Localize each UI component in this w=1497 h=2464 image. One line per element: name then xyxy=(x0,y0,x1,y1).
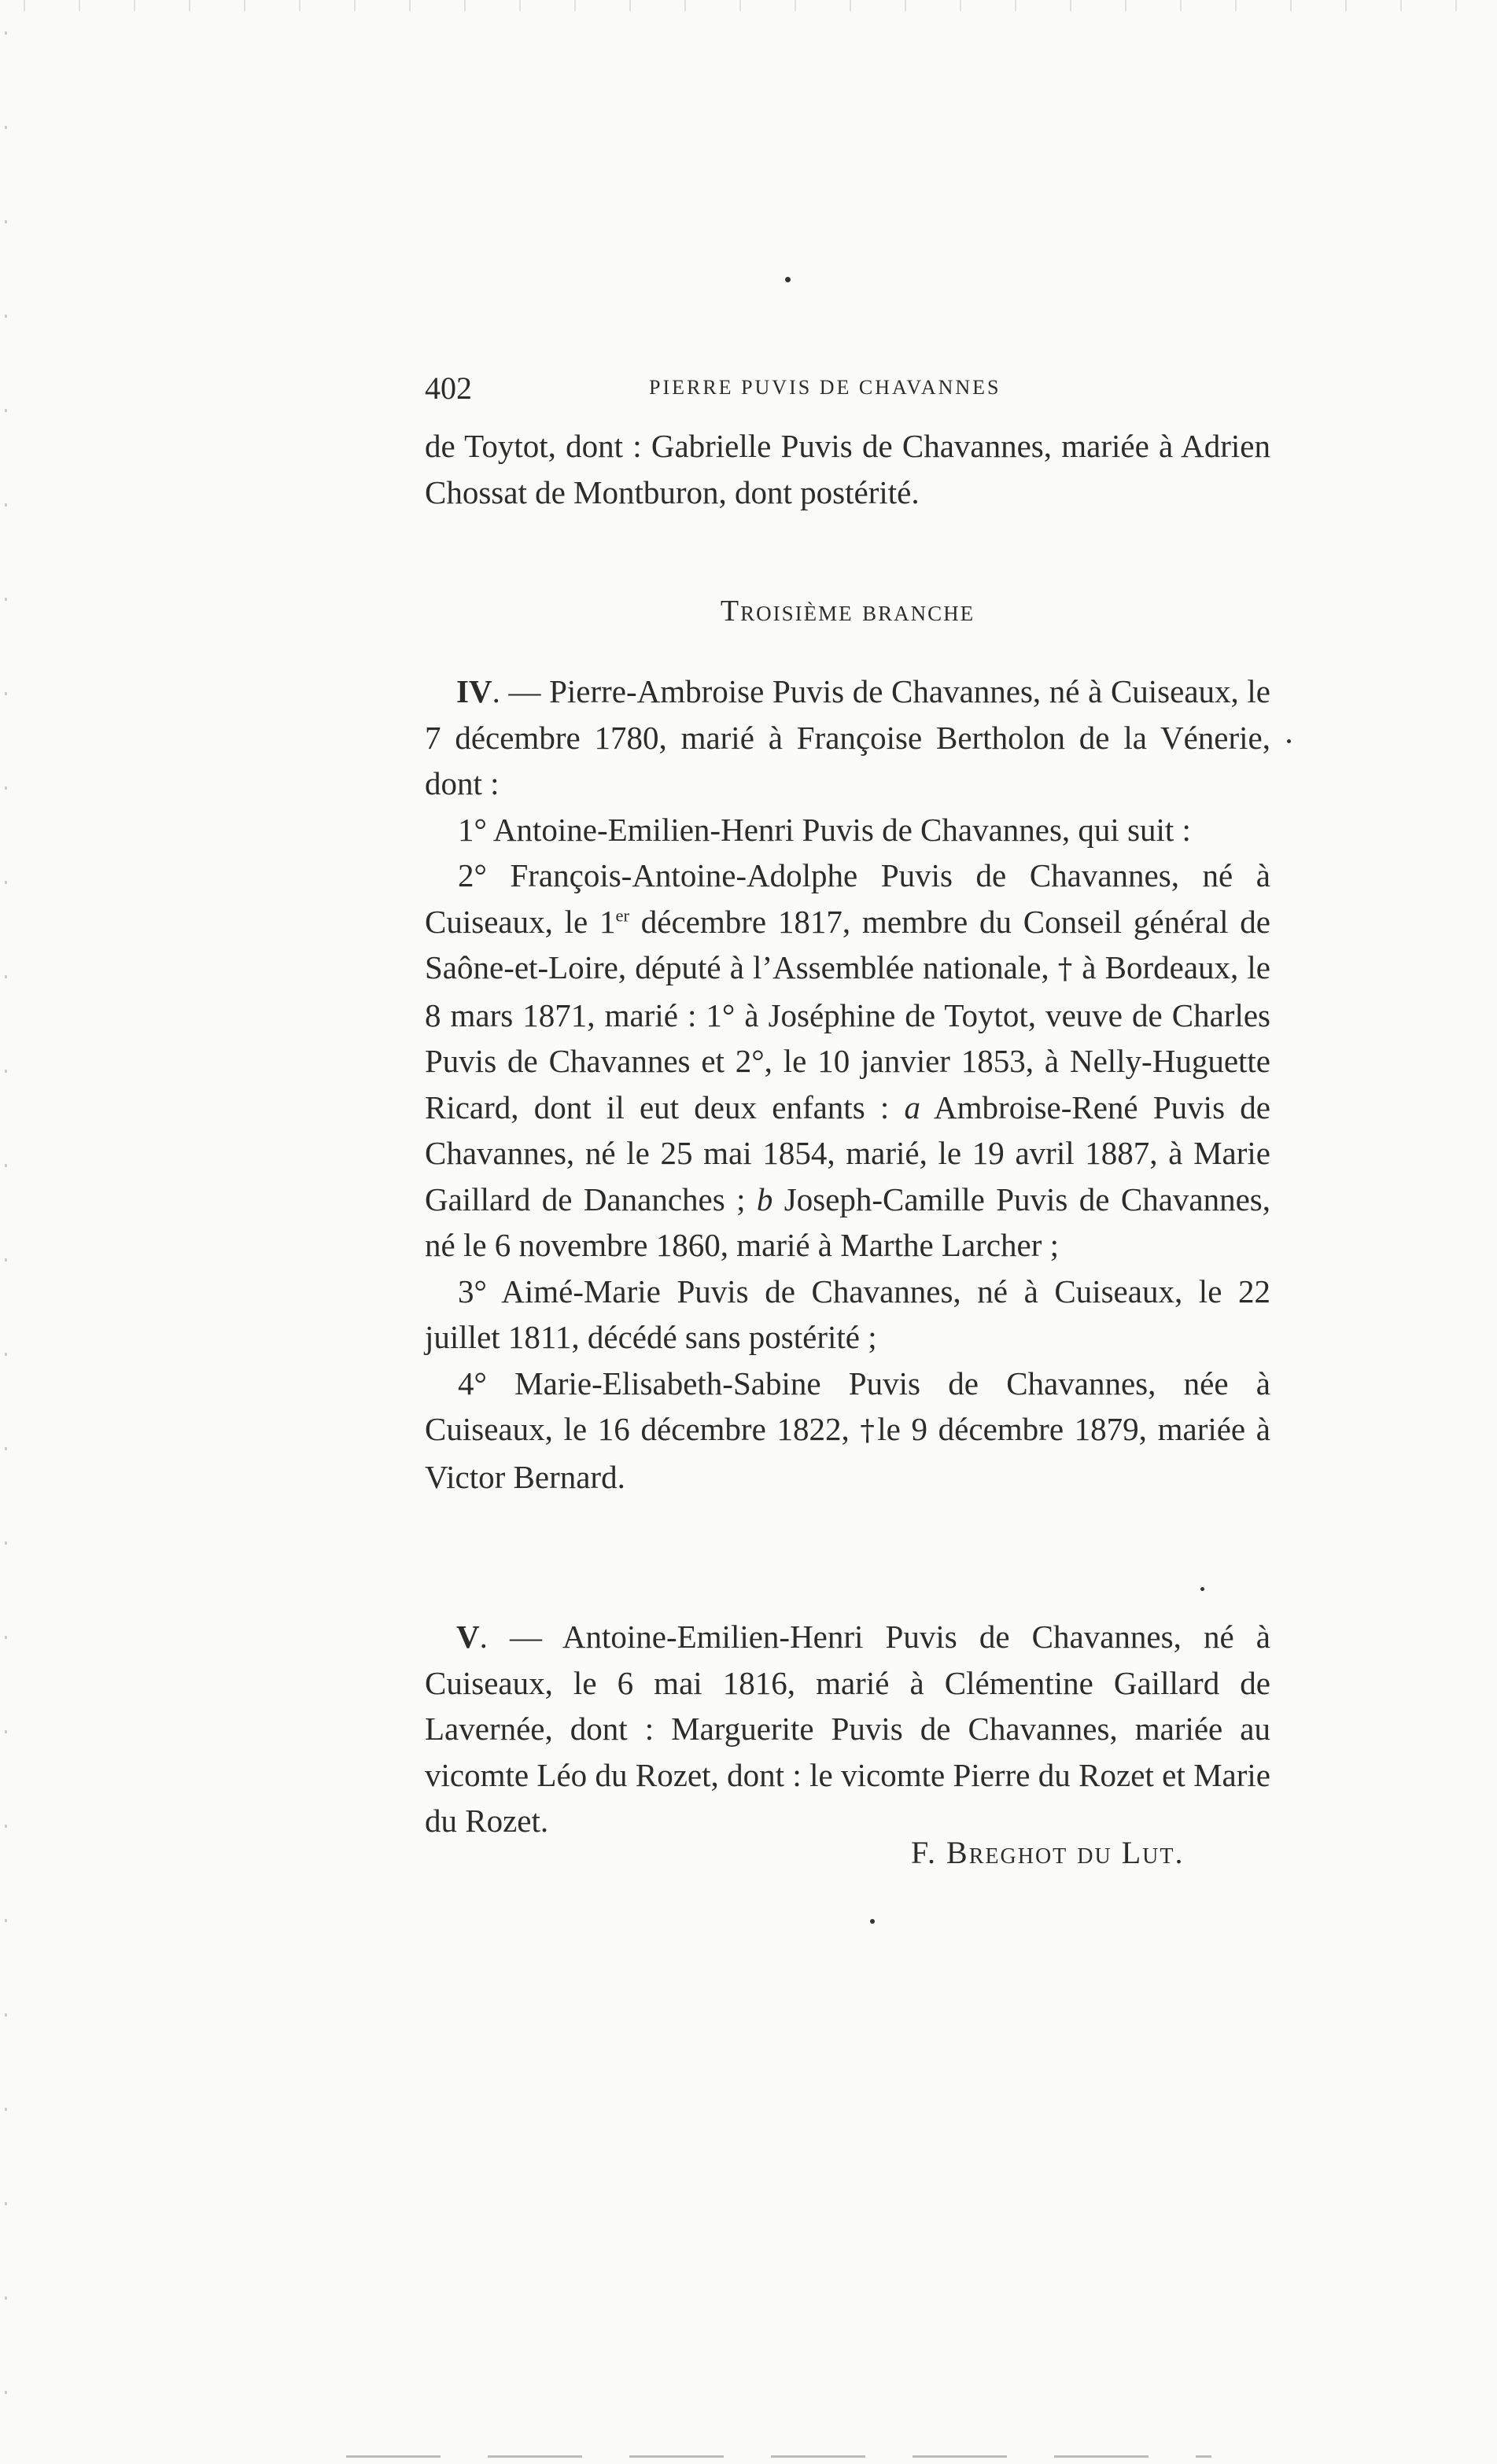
list-item: 3° Aimé-Marie Puvis de Chavannes, né à Cuiseaux, le 22 juillet 1811, décédé sans postérité ; xyxy=(425,1273,1270,1355)
dagger-symbol: † xyxy=(860,1413,878,1447)
scan-edge-left xyxy=(5,0,7,2464)
section-number: V xyxy=(456,1619,480,1655)
item2-text: décembre 1817, membre du Conseil général de Saône-et-Loire, député à l’Assemblée nationale, xyxy=(425,903,1270,985)
list-item xyxy=(425,853,1270,1269)
item2-text: à Bordeaux, le 8 mars 1871, marié : 1° à Joséphine de Toytot, veuve de Charles Puvis de Chavannes et 2°, le 10 janvier 1853, à Nelly-Huguette Ricard, dont il eut deux enfants : xyxy=(425,949,1270,1125)
page-header xyxy=(425,370,1274,409)
item2-text: Ambroise-René Puvis de Chavannes, né le 25 mai 1854, marié, le 19 avril 1887, à Marie Gaillard de Dananches ; xyxy=(425,1088,1270,1217)
author-signature: F. Breghot du Lut. xyxy=(911,1835,1185,1870)
section-heading: Troisième branche xyxy=(720,595,975,628)
scan-edge-top xyxy=(0,0,1497,11)
item4-text: 4° Marie-Elisabeth-Sabine Puvis de Chavannes, née à Cuiseaux, le 16 décembre 1822, xyxy=(425,1365,1270,1447)
section-v-paragraph xyxy=(425,1614,1270,1844)
superscript: er xyxy=(615,904,630,925)
section-v xyxy=(425,1614,1270,1844)
list-item: 1° Antoine-Emilien-Henri Puvis de Chavannes, qui suit : xyxy=(458,811,1191,848)
enum-letter: a xyxy=(904,1088,921,1125)
list-item xyxy=(425,1361,1270,1501)
ink-speck xyxy=(870,1919,875,1924)
ink-speck xyxy=(1200,1587,1204,1591)
item2-text: 2° François-Antoine-Adolphe Puvis de Chavannes, né à Cuiseaux, le 1 xyxy=(425,857,1270,940)
running-title: PIERRE PUVIS DE CHAVANNES xyxy=(649,376,1001,399)
ink-speck xyxy=(1287,739,1291,743)
section-iv xyxy=(425,668,1270,1500)
scan-edge-bottom xyxy=(346,2455,1211,2458)
section-number: IV xyxy=(456,673,492,709)
section-iv-text: . — Pierre-Ambroise Puvis de Chavannes, né à Cuiseaux, le 7 décembre 1780, marié à Françoise Bertholon de la Vénerie, dont : xyxy=(425,673,1270,801)
ink-speck xyxy=(785,277,791,282)
enum-letter: b xyxy=(756,1180,773,1217)
paragraph-text: de Toytot, dont : Gabrielle Puvis de Chavannes, mariée à Adrien Chossat de Montburon, dont postérité. xyxy=(425,428,1270,510)
item4-text: le 9 décembre 1879, mariée à Victor Bernard. xyxy=(425,1411,1271,1495)
page-number: 402 xyxy=(425,370,472,406)
dagger-symbol: † xyxy=(1057,952,1074,985)
section-iv-paragraph xyxy=(425,668,1270,807)
continued-paragraph xyxy=(425,423,1270,515)
item2-text: Joseph-Camille Puvis de Chavannes, né le 6 novembre 1860, marié à Marthe Larcher ; xyxy=(425,1180,1270,1263)
section-v-text: . — Antoine-Emilien-Henri Puvis de Chavannes, né à Cuiseaux, le 6 mai 1816, marié à Clémentine Gaillard de Lavernée, dont : Marguerite Puvis de Chavannes, mariée au vicomte Léo du Rozet, dont : le vicomte Pierre du Rozet et Marie du Rozet. xyxy=(425,1619,1270,1839)
